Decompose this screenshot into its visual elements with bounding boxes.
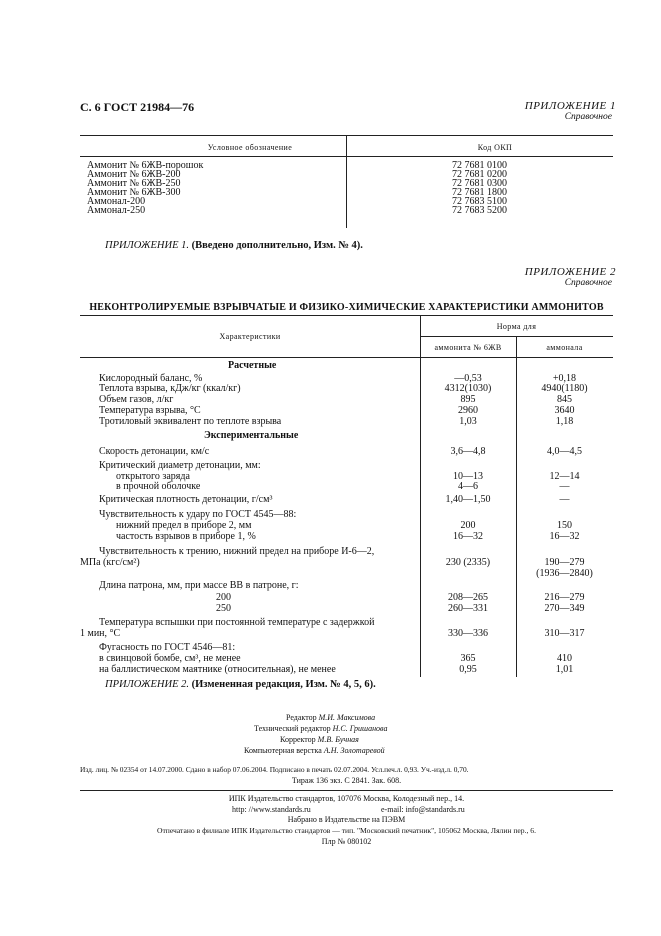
page-header: С. 6 ГОСТ 21984—76 — [80, 100, 195, 114]
table1-names — [87, 161, 203, 215]
fugacity-pendulum-ammonit: 0,95 — [459, 664, 477, 675]
table2-col-ammonit: аммонита № 6ЖВ — [434, 343, 502, 352]
oxygen-balance-ammonit: —0,53 — [454, 373, 482, 384]
imprint-line5: Набрано в Издательстве на ПЭВМ — [287, 815, 406, 824]
critical-diameter-label: Критический диаметр детонации, мм: — [99, 460, 261, 471]
detonation-speed-label: Скорость детонации, км/с — [99, 446, 210, 457]
friction-ammonal-kgf: (1936—2840) — [536, 568, 593, 579]
table1-name: Аммонит № 6ЖВ-200 — [87, 169, 181, 180]
imprint-line2: Тираж 136 экз. С 2841. Зак. 608. — [291, 776, 402, 785]
impact-lower-ammonit: 200 — [460, 520, 476, 531]
impact-label: Чувствительность к удару по ГОСТ 4545—88: — [99, 509, 297, 520]
credit-editor-name: М.И. Максимова — [318, 713, 376, 722]
credit-corrector-role: Корректор — [280, 735, 316, 744]
friction-ammonit: 230 (2335) — [445, 557, 491, 568]
critical-density-ammonal: — — [559, 494, 570, 505]
critical-diameter-shell-ammonit: 4—6 — [458, 481, 478, 492]
friction-label-line1: Чувствительность к трению, нижний предел на приборе И-6—2, — [99, 546, 375, 557]
impact-lower-label: нижний предел в приборе 2, мм — [116, 520, 252, 531]
appendix2-note-label: ПРИЛОЖЕНИЕ 2. — [105, 679, 189, 690]
table2-top-rule — [80, 315, 613, 316]
appendix1-note-label: ПРИЛОЖЕНИЕ 1. — [105, 240, 189, 251]
cartridge-250-ammonit: 260—331 — [448, 603, 488, 614]
credit-editor — [286, 713, 375, 724]
critical-diameter-shell-ammonal: — — [559, 481, 570, 492]
impact-frequency-ammonit: 16—32 — [453, 531, 483, 542]
table2-col-characteristics: Характеристики — [219, 332, 281, 341]
oxygen-balance-label: Кислородный баланс, % — [99, 373, 203, 384]
credit-tech-name: Н.С. Гришанова — [332, 724, 388, 733]
temperature-ammonit: 2960 — [458, 405, 478, 416]
detonation-speed-ammonal: 4,0—4,5 — [547, 446, 582, 457]
tnt-equivalent-ammonit: 1,03 — [459, 416, 477, 427]
detonation-speed-ammonit: 3,6—4,8 — [450, 446, 486, 457]
critical-diameter-open-ammonal: 12—14 — [549, 471, 580, 482]
appendix2-note — [105, 679, 376, 690]
cartridge-mass-200: 200 — [216, 592, 231, 603]
critical-density-label: Критическая плотность детонации, г/см³ — [99, 494, 273, 505]
heat-ammonal: 4940(1180) — [541, 383, 588, 394]
table2-header-rule — [80, 357, 613, 358]
table1-name: Аммонал-250 — [87, 205, 146, 216]
tnt-equivalent-ammonal: 1,18 — [555, 416, 574, 427]
credit-layout-name: А.Н. Золотаревой — [323, 746, 385, 755]
table1-col-code: Код ОКП — [477, 143, 513, 152]
table1-name: Аммонит № 6ЖВ-порошок — [87, 160, 204, 171]
cartridge-200-ammonit: 208—265 — [448, 592, 488, 603]
appendix2-heading: НЕКОНТРОЛИРУЕМЫЕ ВЗРЫВЧАТЫЕ И ФИЗИКО-ХИМИЧЕСКИЕ ХАРАКТЕРИСТИКИ АММОНИТОВ — [89, 302, 604, 313]
impact-frequency-ammonal: 16—32 — [549, 531, 580, 542]
section-experimental: Экспериментальные — [204, 430, 299, 441]
fugacity-pendulum-label: на баллистическом маятнике (относительная), не менее — [99, 664, 336, 675]
fugacity-lead-label: в свинцовой бомбе, см³, не менее — [99, 653, 241, 664]
gas-volume-label: Объем газов, л/кг — [99, 394, 174, 405]
table1-code: 72 7681 0200 — [452, 169, 507, 180]
imprint-line6: Отпечатано в филиале ИПК Издательство стандартов — тип. "Московский печатник", 105062 Москва, Лялин пер., 6. — [157, 826, 536, 835]
table1-codes — [452, 161, 507, 215]
cartridge-250-ammonal: 270—349 — [544, 603, 585, 614]
appendix1-title: ПРИЛОЖЕНИЕ 1 — [524, 100, 616, 112]
table1-code: 72 7681 0100 — [452, 160, 507, 171]
imprint-line1: Изд. лиц. № 02354 от 14.07.2000. Сдано в набор 07.06.2004. Подписано в печать 02.07.2004. Усл.печ.л. 0,93. Уч.-изд.л. 0,70. — [80, 765, 469, 774]
impact-lower-ammonal: 150 — [557, 520, 572, 531]
imprint-website: http: //www.standards.ru — [232, 805, 311, 814]
heat-ammonit: 4312(1030) — [444, 383, 492, 394]
temperature-label: Температура взрыва, °С — [99, 405, 201, 416]
appendix2-title: ПРИЛОЖЕНИЕ 2 — [524, 266, 616, 278]
critical-diameter-shell-label: в прочной оболочке — [116, 481, 201, 492]
table1-name: Аммонит № 6ЖВ-300 — [87, 187, 181, 198]
fugacity-lead-ammonal: 410 — [557, 653, 572, 664]
table2-col-norm: Норма для — [496, 322, 537, 331]
section-calculated: Расчетные — [228, 360, 277, 371]
fugacity-label: Фугасность по ГОСТ 4546—81: — [99, 642, 236, 653]
credit-corrector — [280, 735, 359, 746]
imprint-rule — [80, 790, 613, 791]
critical-diameter-open-ammonit: 10—13 — [453, 471, 483, 482]
flash-ammonal: 310—317 — [544, 628, 585, 639]
appendix2-subtitle: Справочное — [564, 278, 612, 288]
table2-body-divider-1 — [420, 357, 421, 677]
credit-tech-editor — [254, 724, 387, 735]
appendix1-note — [105, 240, 363, 251]
imprint-line7: Плр № 080102 — [321, 837, 372, 846]
oxygen-balance-ammonal: +0,18 — [552, 373, 577, 384]
flash-ammonit: 330—336 — [448, 628, 488, 639]
cartridge-200-ammonal: 216—279 — [544, 592, 585, 603]
table2-body-divider-2 — [516, 357, 517, 677]
credit-tech-role: Технический редактор — [254, 724, 331, 733]
flash-label-line2: 1 мин, °С — [80, 628, 121, 639]
table1-col-divider — [346, 135, 347, 228]
gas-volume-ammonit: 895 — [460, 394, 476, 405]
appendix2-note-text: (Измененная редакция, Изм. № 4, 5, 6). — [191, 679, 376, 690]
table1-code: 72 7681 1800 — [452, 187, 507, 198]
table1-code: 72 7683 5100 — [452, 196, 507, 207]
critical-diameter-open-label: открытого заряда — [116, 471, 190, 482]
temperature-ammonal: 3640 — [554, 405, 575, 416]
gas-volume-ammonal: 845 — [557, 394, 572, 405]
fugacity-pendulum-ammonal: 1,01 — [555, 664, 574, 675]
credit-editor-role: Редактор — [286, 713, 317, 722]
imprint-email: e-mail: info@standards.ru — [381, 805, 465, 814]
table2-col-ammonal: аммонала — [546, 343, 583, 352]
table1-code: 72 7683 5200 — [452, 205, 507, 216]
cartridge-label: Длина патрона, мм, при массе ВВ в патроне, г: — [99, 580, 299, 591]
heat-label: Теплота взрыва, кДж/кг (ккал/кг) — [99, 383, 241, 394]
appendix1-subtitle: Справочное — [564, 112, 612, 122]
fugacity-lead-ammonit: 365 — [460, 653, 476, 664]
friction-ammonal-range: 190—279 — [544, 557, 585, 568]
critical-density-ammonit: 1,40—1,50 — [445, 494, 491, 505]
credit-layout — [244, 746, 385, 757]
imprint-line3: ИПК Издательство стандартов, 107076 Москва, Колодезный пер., 14. — [228, 794, 465, 803]
table1-code: 72 7681 0300 — [452, 178, 507, 189]
tnt-equivalent-label: Тротиловый эквивалент по теплоте взрыва — [99, 416, 282, 427]
table1-col-designation: Условное обозначение — [207, 143, 293, 152]
friction-label-line2: МПа (кгс/см²) — [80, 557, 140, 568]
table1-name: Аммонал-200 — [87, 196, 146, 207]
cartridge-mass-250: 250 — [216, 603, 231, 614]
table1-name: Аммонит № 6ЖВ-250 — [87, 178, 181, 189]
flash-label-line1: Температура вспышки при постоянной температуре с задержкой — [99, 617, 375, 628]
credit-layout-role: Компьютерная верстка — [244, 746, 322, 755]
impact-frequency-label: частость взрывов в приборе 1, % — [116, 531, 256, 542]
appendix1-note-text: (Введено дополнительно, Изм. № 4). — [191, 240, 363, 251]
credit-corrector-name: М.В. Бучная — [317, 735, 359, 744]
